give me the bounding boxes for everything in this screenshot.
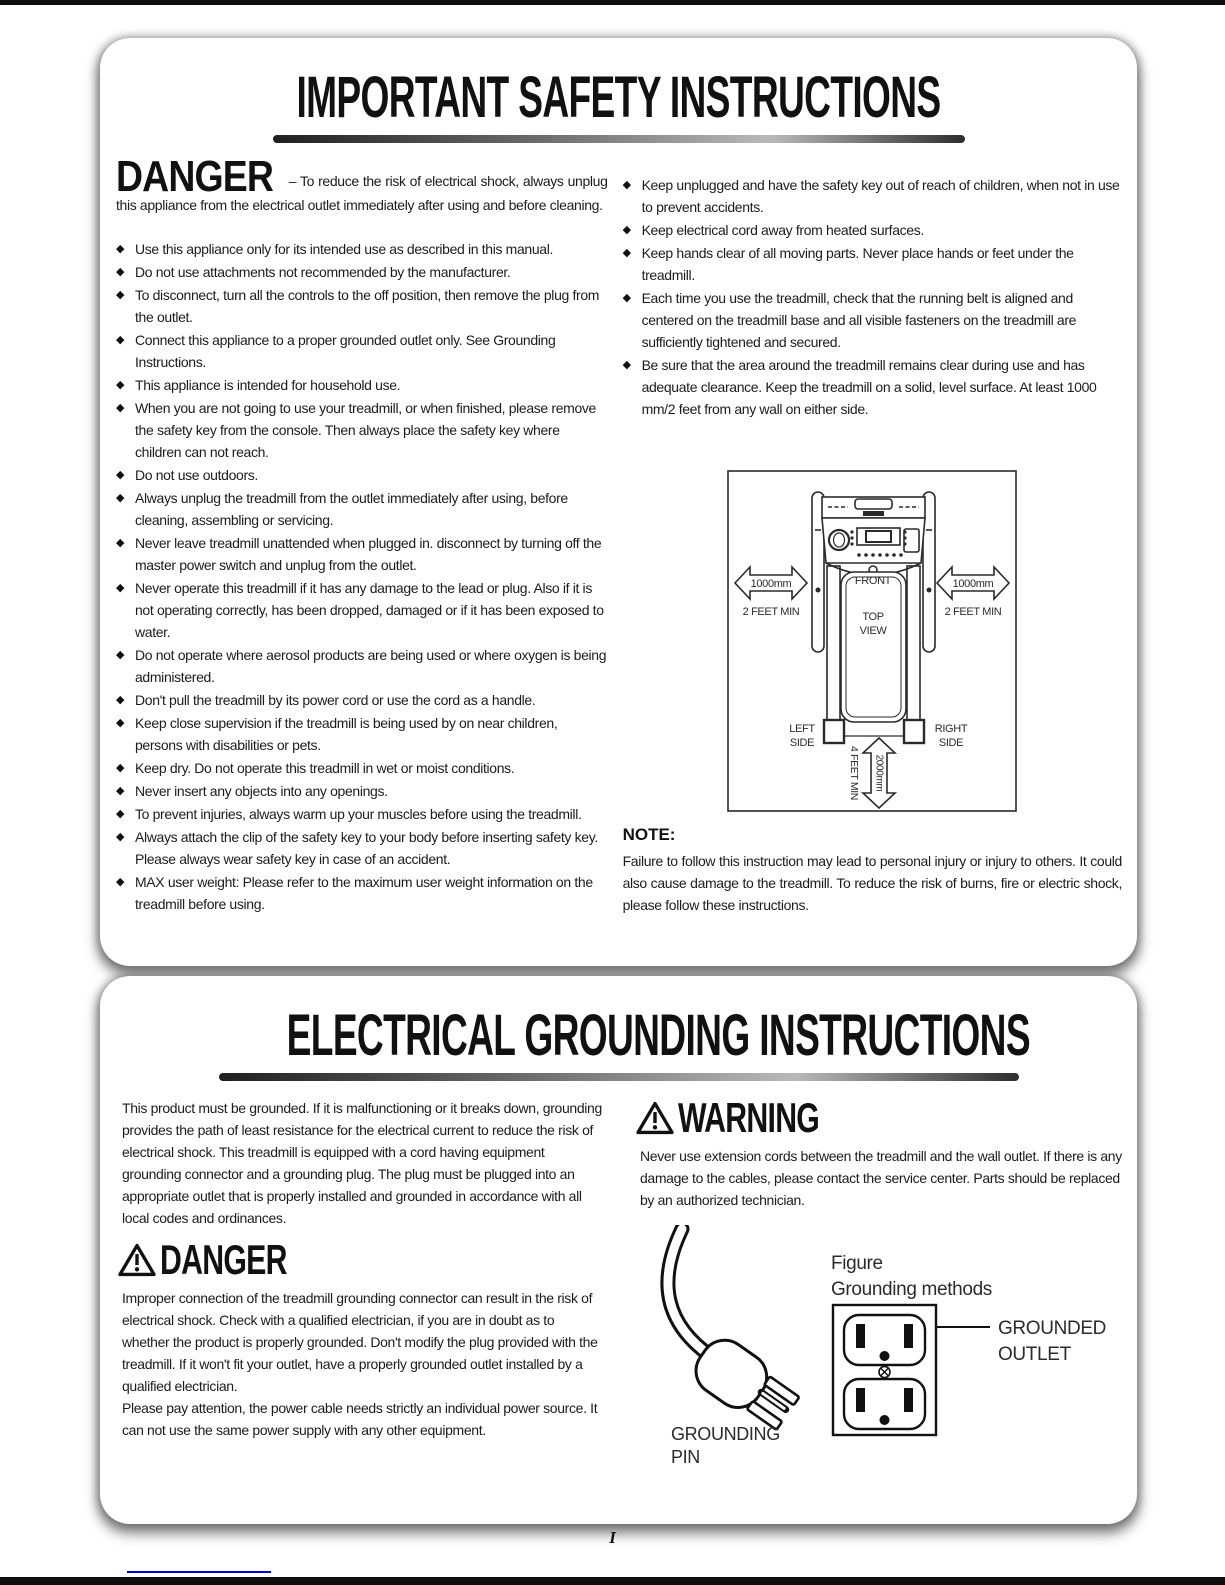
safety-bullet-text: Keep hands clear of all moving parts. Never place hands or feet under the treadmill.	[641, 244, 1074, 283]
grounding-intro: This product must be grounded. If it is malfunctioning or it breaks down, grounding provides the path of least resistance for the electrical current to reduce the risk of electrical shock. This treadmill is equipped with a cord having equipment grounding connector and a grounding plug. The plug must be plugged into an appropriate outlet that is properly installed and grounded in accordance with all local codes and ordinances.	[122, 1099, 602, 1226]
grounding-warning-text: Never use extension cords between the treadmill and the wall outlet. If there is any damage to the cables, please contact the service center. Parts should be replaced by an authorized technician.	[640, 1147, 1122, 1208]
top-view-label-2: VIEW	[859, 624, 887, 637]
diamond-bullet-icon: ◆	[622, 223, 631, 236]
safety-bullet-text: Never leave treadmill unattended when plugged in. disconnect by turning off the master power switch and unplug from the outlet.	[135, 535, 602, 574]
diamond-bullet-icon: ◆	[116, 469, 125, 482]
grounding-left-column	[122, 1097, 602, 1441]
safety-bullet-text: Keep dry. Do not operate this treadmill in wet or moist conditions.	[135, 760, 515, 777]
left-clearance-min: 2 FEET MIN	[742, 605, 800, 618]
safety-bullet-text: Connect this appliance to a proper grounded outlet only. See Grounding Instructions.	[135, 332, 556, 371]
diamond-bullet-icon: ◆	[622, 246, 631, 259]
treadmill-console	[822, 497, 925, 563]
safety-bullet-item	[623, 174, 1122, 218]
diamond-bullet-icon: ◆	[116, 717, 125, 730]
safety-bullet-text: Use this appliance only for its intended use as described in this manual.	[135, 241, 554, 258]
grounding-title-underline	[219, 1073, 1019, 1081]
safety-bullet-item	[623, 242, 1122, 286]
outlet-center-screw	[879, 1366, 890, 1377]
warning-triangle-icon	[118, 1243, 156, 1277]
diamond-bullet-icon: ◆	[116, 334, 125, 347]
safety-columns	[100, 151, 1137, 916]
grounded-outlet-label-2: OUTLET	[998, 1343, 1071, 1365]
safety-bullet-item	[116, 577, 608, 643]
figure-caption-1: Figure	[831, 1252, 883, 1274]
safety-bullet-text: To disconnect, turn all the controls to the off position, then remove the plug from the outlet.	[135, 287, 600, 326]
safety-bullet-item	[116, 689, 608, 711]
safety-bullet-item	[116, 238, 608, 260]
safety-bullet-item	[116, 374, 608, 396]
grounding-columns	[100, 1093, 1137, 1487]
diamond-bullet-icon: ◆	[622, 178, 631, 191]
front-label: FRONT	[855, 574, 892, 587]
diamond-bullet-icon: ◆	[116, 492, 125, 505]
grounding-methods-figure	[638, 1225, 1108, 1487]
safety-bullet-text: Do not use attachments not recommended by the manufacturer.	[135, 264, 511, 281]
diamond-bullet-icon: ◆	[116, 266, 125, 279]
grounding-pin-label-2: PIN	[671, 1446, 700, 1467]
grounding-pin-label-1: GROUNDING	[671, 1423, 780, 1444]
rear-clearance-min: 4 FEET MIN	[848, 745, 861, 800]
safety-bullet-text: Keep close supervision if the treadmill is being used by on near children, persons with disabilities or pets.	[135, 715, 558, 754]
safety-bullet-item	[116, 329, 608, 373]
treadmill-clearance-diagram	[727, 470, 1017, 812]
bottom-edge-bar	[0, 1577, 1225, 1585]
safety-title-underline	[273, 135, 965, 143]
note-text: Failure to follow this instruction may lead to personal injury or injury to others. It could also cause damage to the treadmill. To reduce the risk of burns, fire or electric shock, please follow these instructions.	[622, 852, 1122, 913]
safety-bullet-text: This appliance is intended for household use.	[135, 377, 401, 394]
safety-left-column	[116, 151, 608, 916]
diamond-bullet-icon: ◆	[116, 379, 125, 392]
danger-lead-paragraph	[116, 151, 608, 216]
page-number: I	[609, 1528, 616, 1547]
safety-bullet-item	[116, 644, 608, 688]
safety-bullet-item	[116, 780, 608, 802]
safety-title: IMPORTANT SAFETY INSTRUCTIONS	[296, 65, 941, 130]
diamond-bullet-icon: ◆	[622, 358, 631, 371]
grounded-outlet-label-1: GROUNDED	[998, 1317, 1107, 1339]
grounding-title: ELECTRICAL GROUNDING INSTRUCTIONS	[286, 1003, 1030, 1068]
safety-bullet-text: Always unplug the treadmill from the outlet immediately after using, before cleaning, assembling or servicing.	[135, 490, 568, 529]
warning-heading-label: WARNING	[678, 1093, 820, 1141]
grounding-instructions-panel	[100, 976, 1137, 1524]
safety-right-column	[623, 174, 1122, 916]
safety-bullet-text: Each time you use the treadmill, check that the running belt is aligned and centered on the treadmill base and all visible fasteners on the treadmill are sufficiently tightened and secured.	[641, 289, 1077, 350]
safety-bullet-item	[116, 757, 608, 779]
diamond-bullet-icon: ◆	[116, 243, 125, 256]
right-clearance-min: 2 FEET MIN	[944, 605, 1002, 618]
top-edge-bar	[0, 0, 1225, 5]
right-side-label-1: RIGHT	[935, 722, 968, 735]
danger-heading	[118, 1235, 602, 1283]
footer-link[interactable]	[127, 1571, 271, 1573]
grounding-right-column	[640, 1093, 1122, 1487]
safety-bullet-text: Don't pull the treadmill by its power cord or use the cord as a handle.	[135, 692, 536, 709]
diamond-bullet-icon: ◆	[622, 291, 631, 304]
safety-bullet-item	[116, 397, 608, 463]
grounding-danger-text-2: Please pay attention, the power cable needs strictly an individual power source. It can not use the same power supply with any other equipment.	[122, 1399, 598, 1438]
safety-bullet-text: To prevent injuries, always warm up your muscles before using the treadmill.	[135, 806, 582, 823]
top-view-label-1: TOP	[862, 610, 884, 623]
note-block	[623, 824, 1122, 916]
diamond-bullet-icon: ◆	[116, 694, 125, 707]
rear-clearance-value: 2000mm	[873, 754, 885, 792]
diamond-bullet-icon: ◆	[116, 537, 125, 550]
safety-bullet-text: MAX user weight: Please refer to the maximum user weight information on the treadmill before using.	[135, 874, 593, 913]
left-clearance-value: 1000mm	[750, 577, 792, 590]
diamond-bullet-icon: ◆	[116, 808, 125, 821]
safety-bullet-text: Do not use outdoors.	[135, 467, 258, 484]
note-label: NOTE:	[622, 824, 676, 844]
safety-bullet-text: Always attach the clip of the safety key to your body before inserting safety key. Please always wear safety key in case of an accident.	[135, 829, 598, 868]
safety-bullet-list-right	[623, 174, 1122, 420]
safety-bullet-item	[116, 261, 608, 283]
treadmill-belt	[841, 572, 906, 722]
safety-bullet-text: Keep electrical cord away from heated surfaces.	[641, 221, 924, 238]
right-clearance-value: 1000mm	[952, 577, 994, 590]
safety-bullet-text: Never insert any objects into any openings.	[135, 783, 388, 800]
safety-bullet-item	[623, 287, 1122, 353]
grounded-outlet-drawing	[833, 1305, 936, 1435]
diamond-bullet-icon: ◆	[116, 785, 125, 798]
safety-bullet-item	[116, 803, 608, 825]
safety-bullet-text: Keep unplugged and have the safety key out of reach of children, when not in use to prevent accidents.	[641, 176, 1120, 215]
diamond-bullet-icon: ◆	[116, 289, 125, 302]
safety-bullet-item	[116, 464, 608, 486]
safety-bullet-item	[623, 219, 1122, 241]
safety-bullet-item	[116, 487, 608, 531]
danger-word: DANGER	[116, 151, 273, 201]
diamond-bullet-icon: ◆	[116, 762, 125, 775]
left-side-label-1: LEFT	[789, 722, 816, 735]
safety-bullet-text: Never operate this treadmill if it has any damage to the lead or plug. Also if it is not operating correctly, has been dropped, damaged or if it has been exposed to water.	[135, 580, 604, 641]
safety-bullet-text: Do not operate where aerosol products are being used or where oxygen is being administered.	[135, 647, 607, 686]
power-cord	[668, 1229, 712, 1357]
left-side-label-2: SIDE	[790, 736, 815, 749]
diamond-bullet-icon: ◆	[116, 831, 125, 844]
safety-bullet-item	[116, 826, 608, 870]
safety-bullet-item	[116, 284, 608, 328]
figure-caption-2: Grounding methods	[831, 1278, 992, 1300]
diamond-bullet-icon: ◆	[116, 402, 125, 415]
safety-bullet-item	[116, 871, 608, 915]
danger-heading-label: DANGER	[160, 1235, 287, 1283]
safety-bullet-item	[623, 354, 1122, 420]
safety-bullet-item	[116, 712, 608, 756]
warning-heading	[636, 1093, 1122, 1141]
safety-bullet-text: Be sure that the area around the treadmill remains clear during use and has adequate clearance. Keep the treadmill on a solid, level surface. At least 1000 mm/2 feet from any wall on either side.	[641, 356, 1097, 417]
safety-bullet-item	[116, 532, 608, 576]
grounding-danger-text: Improper connection of the treadmill grounding connector can result in the risk of electrical shock. Check with a qualified electrician, if you are in doubt as to whether the product is properly grounded. Don't modify the plug provided with the treadmill. If it won't fit your outlet, have a properly grounded outlet installed by a qualified electrician.	[122, 1289, 598, 1394]
diamond-bullet-icon: ◆	[116, 876, 125, 889]
diamond-bullet-icon: ◆	[116, 582, 125, 595]
diamond-bullet-icon: ◆	[116, 649, 125, 662]
danger-lead-text: – To reduce the risk of electrical shock, always unplug this appliance from the electrical outlet immediately after using and before cleaning.	[116, 172, 608, 214]
safety-instructions-panel	[100, 38, 1137, 966]
safety-bullet-list-left	[116, 238, 608, 915]
right-side-label-2: SIDE	[939, 736, 964, 749]
safety-bullet-text: When you are not going to use your treadmill, or when finished, please remove the safety key from the console. Then always place the safety key where children can not reach.	[135, 400, 596, 461]
warning-triangle-icon	[636, 1101, 674, 1135]
